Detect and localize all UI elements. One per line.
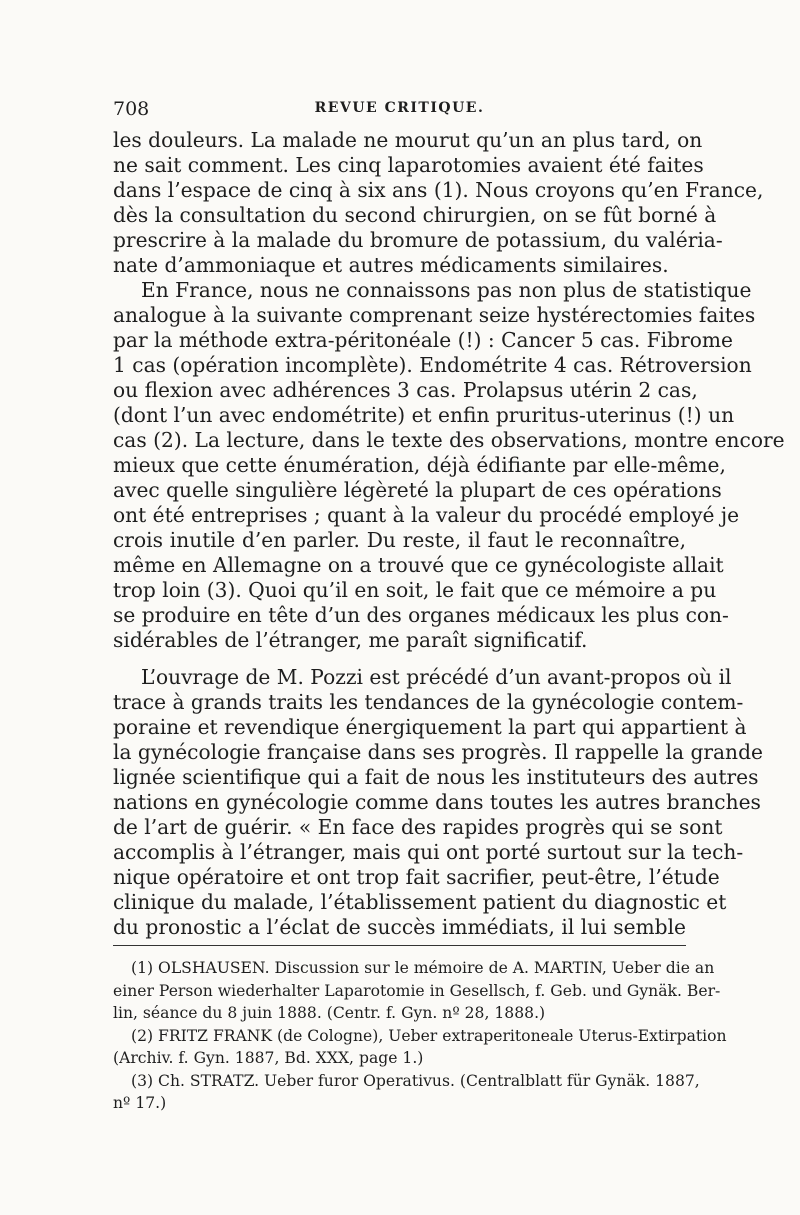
text-line: nique opératoire et ont trop fait sacrifier, peut-être, l’étude [113,865,720,889]
footnote-3 [113,1070,700,1115]
text-line: analogue à la suivante comprenant seize hystérectomies faites [113,303,756,327]
page-number: 708 [113,98,150,120]
paragraph-1 [113,128,764,278]
text-line: cas (2). La lecture, dans le texte des observations, montre encore [113,428,785,452]
text-line: crois inutile d’en parler. Du reste, il faut le reconnaître, [113,528,686,552]
footnote-2 [113,1025,727,1070]
text-line: même en Allemagne on a trouvé que ce gynécologiste allait [113,553,724,577]
text-line: nations en gynécologie comme dans toutes les autres branches [113,790,761,814]
text-line: se produire en tête d’un des organes médicaux les plus con- [113,603,729,627]
text-line: avec quelle singulière légèreté la plupart de ces opérations [113,478,722,502]
text-line: mieux que cette énumération, déjà édifiante par elle-même, [113,453,726,477]
paragraph-2 [113,278,785,653]
footnote-line: (Archiv. f. Gyn. 1887, Bd. XXX, page 1.) [113,1049,424,1067]
text-line: En France, nous ne connaissons pas non plus de statistique [141,278,752,302]
text-line: poraine et revendique énergiquement la part qui appartient à [113,715,747,739]
text-line: dans l’espace de cinq à six ans (1). Nous croyons qu’en France, [113,178,764,202]
text-line: par la méthode extra-péritonéale (!) : Cancer 5 cas. Fibrome [113,328,733,352]
footnote-line: nº 17.) [113,1094,167,1112]
text-line: de l’art de guérir. « En face des rapides progrès qui se sont [113,815,723,839]
text-line: les douleurs. La malade ne mourut qu’un an plus tard, on [113,128,703,152]
text-line: (dont l’un avec endométrite) et enfin pruritus-uterinus (!) un [113,403,735,427]
text-line: dès la consultation du second chirurgien, on se fût borné à [113,203,717,227]
text-line: L’ouvrage de M. Pozzi est précédé d’un avant-propos où il [141,665,732,689]
running-head: REVUE CRITIQUE. [314,100,485,116]
footnote-line: (2) FRITZ FRANK (de Cologne), Ueber extraperitoneale Uterus-Extirpation [131,1026,727,1045]
text-line: sidérables de l’étranger, me paraît significatif. [113,628,588,652]
text-line: la gynécologie française dans ses progrès. Il rappelle la grande [113,740,763,764]
footnote-line: lin, séance du 8 juin 1888. (Centr. f. Gyn. nº 28, 1888.) [113,1004,546,1022]
text-line: trop loin (3). Quoi qu’il en soit, le fait que ce mémoire a pu [113,578,717,602]
paragraph-3 [113,665,763,940]
footnote-divider [113,945,686,946]
text-line: ont été entreprises ; quant à la valeur du procédé employé je [113,503,740,527]
text-line: lignée scientifique qui a fait de nous les instituteurs des autres [113,765,759,789]
text-line: trace à grands traits les tendances de la gynécologie contem- [113,690,744,714]
footnote-line: (1) OLSHAUSEN. Discussion sur le mémoire de A. MARTIN, Ueber die an [131,959,715,977]
text-line: clinique du malade, l’établissement patient du diagnostic et [113,890,727,914]
text-line: prescrire à la malade du bromure de potassium, du valéria- [113,228,723,252]
main-text [113,128,785,940]
footnote-line: (3) Ch. STRATZ. Ueber furor Operativus. (Centralblatt für Gynäk. 1887, [131,1071,700,1090]
footnote-line: einer Person wiederhalter Laparotomie in Gesellsch, f. Geb. und Gynäk. Ber- [113,981,721,1000]
text-line: nate d’ammoniaque et autres médicaments similaires. [113,253,669,277]
text-line: ne sait comment. Les cinq laparotomies avaient été faites [113,153,704,177]
text-line: du pronostic a l’éclat de succès immédiats, il lui semble [113,915,686,939]
footnotes [113,957,727,1115]
footnote-1 [113,957,721,1025]
text-line: ou flexion avec adhérences 3 cas. Prolapsus utérin 2 cas, [113,378,698,402]
page-header [113,98,686,128]
text-line: 1 cas (opération incomplète). Endométrite 4 cas. Rétroversion [113,353,752,377]
text-line: accomplis à l’étranger, mais qui ont porté surtout sur la tech- [113,840,744,864]
